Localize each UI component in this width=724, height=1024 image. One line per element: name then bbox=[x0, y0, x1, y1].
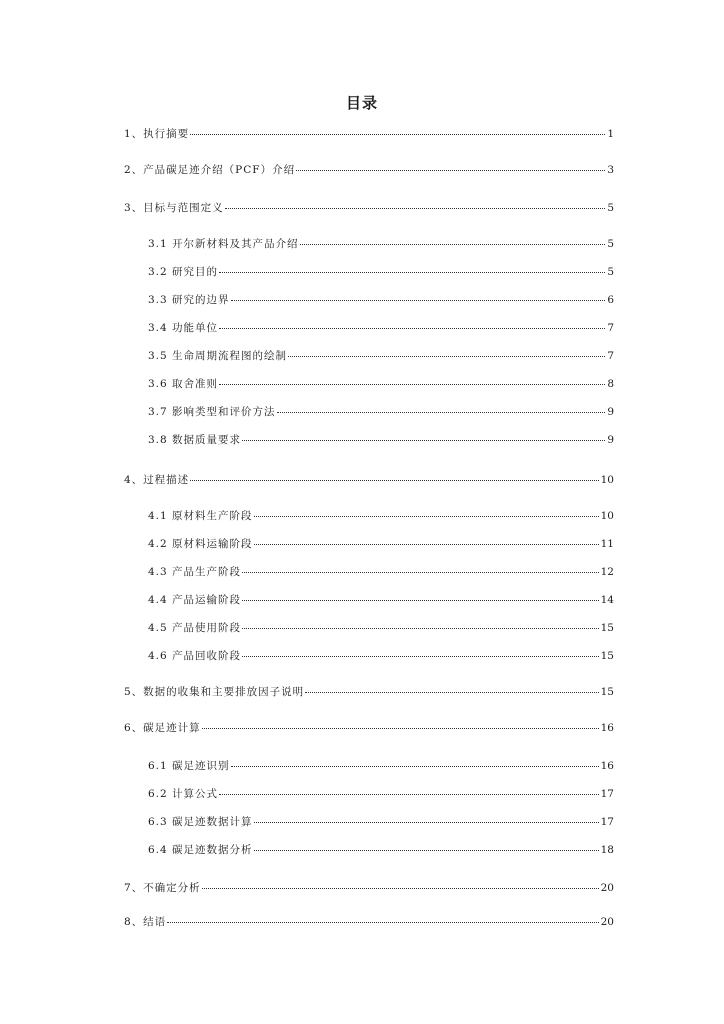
toc-entry[interactable] bbox=[124, 200, 614, 216]
toc-entry-page: 5 bbox=[607, 266, 614, 278]
toc-entry[interactable] bbox=[148, 432, 614, 448]
toc-title: 目录 bbox=[345, 94, 378, 112]
toc-entry[interactable] bbox=[148, 814, 614, 830]
toc-entry-page: 5 bbox=[607, 238, 614, 250]
toc-entry-label: 8、结语 bbox=[124, 916, 167, 928]
toc-entry-page: 1 bbox=[607, 128, 614, 140]
toc-entry-page: 11 bbox=[600, 538, 614, 550]
toc-entry[interactable] bbox=[124, 720, 614, 736]
toc-dot-leader bbox=[254, 850, 599, 851]
toc-entry[interactable] bbox=[148, 264, 614, 280]
toc-entry-page: 20 bbox=[600, 882, 614, 894]
toc-entry-page: 16 bbox=[600, 760, 614, 772]
toc-entry-label: 4.6 产品回收阶段 bbox=[148, 650, 242, 662]
toc-dot-leader bbox=[225, 208, 606, 209]
toc-entry-label: 3.7 影响类型和评价方法 bbox=[148, 406, 276, 418]
toc-dot-leader bbox=[277, 412, 606, 413]
toc-entry-page: 10 bbox=[600, 474, 614, 486]
toc-dot-leader bbox=[296, 170, 605, 171]
toc-entry-label: 4.5 产品使用阶段 bbox=[148, 622, 242, 634]
toc-entry-label: 4.1 原材料生产阶段 bbox=[148, 510, 253, 522]
toc-entry[interactable] bbox=[148, 592, 614, 608]
toc-dot-leader bbox=[231, 766, 599, 767]
toc-dot-leader bbox=[202, 888, 599, 889]
toc-entry[interactable] bbox=[124, 126, 614, 142]
toc-entry[interactable] bbox=[148, 376, 614, 392]
toc-entry[interactable] bbox=[124, 162, 614, 178]
toc-entry-page: 3 bbox=[607, 164, 614, 176]
toc-entry-label: 3.5 生命周期流程图的绘制 bbox=[148, 350, 288, 362]
toc-entry-page: 9 bbox=[607, 406, 614, 418]
toc-dot-leader bbox=[242, 600, 599, 601]
toc-entry-label: 4.3 产品生产阶段 bbox=[148, 566, 242, 578]
toc-entry-label: 5、数据的收集和主要排放因子说明 bbox=[124, 686, 305, 698]
toc-entry[interactable] bbox=[148, 236, 614, 252]
toc-entry-label: 3.8 数据质量要求 bbox=[148, 434, 242, 446]
toc-entry[interactable] bbox=[148, 536, 614, 552]
toc-entry-page: 9 bbox=[607, 434, 614, 446]
toc-entry[interactable] bbox=[148, 620, 614, 636]
toc-entry-page: 15 bbox=[600, 686, 614, 698]
toc-entry-page: 5 bbox=[607, 202, 614, 214]
toc-entry[interactable] bbox=[148, 404, 614, 420]
toc-entry-label: 3.4 功能单位 bbox=[148, 322, 219, 334]
toc-entry-label: 2、产品碳足迹介绍（PCF）介绍 bbox=[124, 164, 296, 176]
toc-dot-leader bbox=[242, 440, 605, 441]
toc-dot-leader bbox=[254, 822, 599, 823]
toc-entry[interactable] bbox=[148, 292, 614, 308]
toc-entry[interactable] bbox=[148, 786, 614, 802]
toc-entry-page: 7 bbox=[607, 350, 614, 362]
toc-dot-leader bbox=[242, 656, 599, 657]
toc-dot-leader bbox=[300, 244, 606, 245]
toc-entry[interactable] bbox=[124, 472, 614, 488]
toc-dot-leader bbox=[219, 272, 605, 273]
toc-entry[interactable] bbox=[148, 508, 614, 524]
toc-entry-label: 3.6 取舍准则 bbox=[148, 378, 219, 390]
toc-dot-leader bbox=[231, 300, 606, 301]
toc-dot-leader bbox=[219, 794, 599, 795]
toc-entry-label: 6.1 碳足迹识别 bbox=[148, 760, 230, 772]
toc-entry-label: 6.4 碳足迹数据分析 bbox=[148, 844, 253, 856]
toc-dot-leader bbox=[242, 572, 599, 573]
toc-entry-page: 17 bbox=[600, 816, 614, 828]
toc-dot-leader bbox=[254, 544, 599, 545]
toc-entry-label: 6、碳足迹计算 bbox=[124, 722, 201, 734]
toc-entry[interactable] bbox=[124, 880, 614, 896]
toc-entry[interactable] bbox=[148, 320, 614, 336]
toc-entry-page: 8 bbox=[607, 378, 614, 390]
toc-dot-leader bbox=[288, 356, 605, 357]
toc-entry-label: 3、目标与范围定义 bbox=[124, 202, 224, 214]
toc-entry-page: 7 bbox=[607, 322, 614, 334]
toc-entry-page: 20 bbox=[600, 916, 614, 928]
toc-entry[interactable] bbox=[124, 914, 614, 930]
toc-entry-label: 3.1 开尔新材料及其产品介绍 bbox=[148, 238, 299, 250]
toc-entry-page: 17 bbox=[600, 788, 614, 800]
toc-entry-label: 6.3 碳足迹数据计算 bbox=[148, 816, 253, 828]
toc-entry-page: 6 bbox=[607, 294, 614, 306]
toc-entry-page: 10 bbox=[600, 510, 614, 522]
toc-dot-leader bbox=[167, 922, 598, 923]
toc-entry-page: 16 bbox=[600, 722, 614, 734]
toc-entry-label: 4.2 原材料运输阶段 bbox=[148, 538, 253, 550]
toc-entry[interactable] bbox=[148, 758, 614, 774]
toc-entry-label: 6.2 计算公式 bbox=[148, 788, 219, 800]
toc-entry[interactable] bbox=[148, 348, 614, 364]
toc-dot-leader bbox=[254, 516, 599, 517]
toc-dot-leader bbox=[219, 328, 605, 329]
toc-entry-page: 18 bbox=[600, 844, 614, 856]
toc-dot-leader bbox=[242, 628, 599, 629]
toc-dot-leader bbox=[202, 728, 599, 729]
toc-entry[interactable] bbox=[148, 842, 614, 858]
toc-dot-leader bbox=[190, 480, 598, 481]
toc-dot-leader bbox=[305, 692, 598, 693]
toc-entry-label: 1、执行摘要 bbox=[124, 128, 190, 140]
toc-entry-page: 14 bbox=[600, 594, 614, 606]
toc-entry[interactable] bbox=[148, 648, 614, 664]
toc-entry-label: 4.4 产品运输阶段 bbox=[148, 594, 242, 606]
toc-entry-label: 3.3 研究的边界 bbox=[148, 294, 230, 306]
toc-entry[interactable] bbox=[148, 564, 614, 580]
toc-entry-label: 3.2 研究目的 bbox=[148, 266, 219, 278]
toc-entry-page: 15 bbox=[600, 622, 614, 634]
toc-entry[interactable] bbox=[124, 684, 614, 700]
toc-entry-label: 7、不确定分析 bbox=[124, 882, 201, 894]
toc-entry-page: 12 bbox=[600, 566, 614, 578]
toc-entry-page: 15 bbox=[600, 650, 614, 662]
toc-dot-leader bbox=[190, 134, 605, 135]
toc-dot-leader bbox=[219, 384, 605, 385]
toc-entry-label: 4、过程描述 bbox=[124, 474, 190, 486]
